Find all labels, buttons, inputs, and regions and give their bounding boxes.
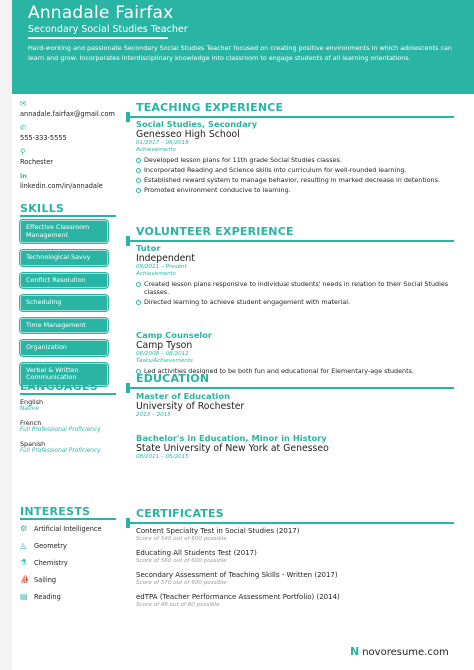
linkedin-icon: in — [20, 172, 27, 180]
page-margin-strip — [0, 0, 12, 670]
languages-list — [20, 398, 120, 461]
teaching-divider — [126, 116, 454, 118]
volunteer-entry — [136, 243, 454, 306]
job-bullet: Promoted environment conducive to learning. — [136, 186, 454, 194]
contact-email[interactable] — [20, 100, 120, 124]
certificate-item — [136, 549, 454, 565]
education-heading: EDUCATION — [136, 372, 210, 385]
skill-tag: Scheduling — [20, 295, 108, 311]
school-name: State University of New York at Genesseo — [136, 443, 329, 454]
job-title: Social Studies, Secondary — [136, 119, 258, 129]
education-entry — [136, 391, 454, 419]
certificates-heading: CERTIFICATES — [136, 507, 224, 520]
brand-text: novoresume.com — [362, 647, 449, 658]
job-employer: Genesseo High School — [136, 129, 240, 140]
job-dates: 09/2011 – Present — [136, 264, 187, 270]
education-entry — [136, 433, 454, 461]
certificate-score: Score of 560 out of 600 possible — [136, 558, 227, 564]
interests-heading: INTERESTS — [20, 505, 91, 518]
job-employer: Camp Tyson — [136, 340, 193, 351]
volunteer-section — [136, 225, 454, 238]
language-name: French — [20, 419, 42, 427]
interest-label: Chemistry — [34, 559, 68, 567]
certificate-name: edTPA (Teacher Performance Assessment Portfolio) (2014) — [136, 593, 340, 601]
language-item — [20, 419, 120, 434]
interest-label: Artificial Intelligence — [34, 525, 102, 533]
chemistry-icon: ⚗ — [20, 558, 28, 567]
interest-item — [20, 592, 120, 609]
certificate-item — [136, 593, 454, 609]
contact-linkedin[interactable] — [20, 172, 120, 196]
interest-item — [20, 558, 120, 575]
interest-item — [20, 541, 120, 558]
contact-email-text: annadale.fairfax@gmail.com — [20, 110, 115, 118]
contact-location — [20, 148, 120, 172]
skill-tag: Conflict Resolution — [20, 273, 108, 289]
job-bullet: Established reward system to manage behavior, resulting in marked decrease in detentions. — [136, 176, 454, 184]
skill-tag: Technological Savvy — [20, 250, 108, 266]
school-name: University of Rochester — [136, 401, 245, 412]
interest-label: Sailing — [34, 576, 57, 584]
job-bullet: Created lesson plans responsive to individual students' needs in relation to their Social Studies classes. — [136, 280, 454, 296]
skills-divider — [20, 215, 116, 217]
language-name: English — [20, 398, 44, 406]
job-subheading: Tasks/Achievements — [136, 358, 193, 364]
job-bullet: Led activities designed to be both fun and educational for Elementary-age students. — [136, 367, 454, 375]
job-bullet: Developed lesson plans for 11th grade Social Studies classes. — [136, 156, 454, 164]
interest-item — [20, 524, 120, 541]
interests-list — [20, 524, 120, 609]
job-subheading: Achievements — [136, 271, 176, 277]
job-bullet: Directed learning to achieve student engagement with material. — [136, 298, 454, 306]
certificate-item — [136, 571, 454, 587]
phone-icon: ✆ — [20, 123, 27, 132]
language-level: Full Professional Proficiency — [20, 427, 101, 433]
skills-heading: SKILLS — [20, 202, 65, 215]
contact-phone[interactable] — [20, 124, 120, 148]
job-title: Tutor — [136, 243, 161, 253]
degree-title: Master of Education — [136, 391, 231, 401]
skill-tag: Organization — [20, 340, 108, 356]
skill-tag: Effective Classroom Management — [20, 220, 108, 243]
language-level: Full Professional Proficiency — [20, 448, 101, 454]
contact-location-text: Rochester — [20, 158, 53, 166]
header-divider — [28, 37, 168, 39]
degree-title: Bachelor's in Education, Minor in History — [136, 433, 327, 443]
skill-tag: Time Management — [20, 318, 108, 334]
interest-label: Reading — [34, 593, 61, 601]
ai-icon: ⚙ — [20, 524, 28, 533]
contact-block — [20, 100, 120, 196]
book-icon: ▤ — [20, 592, 28, 601]
certificates-section — [136, 507, 454, 520]
job-employer: Independent — [136, 253, 195, 264]
teaching-heading: TEACHING EXPERIENCE — [136, 101, 284, 114]
brand-footer[interactable] — [350, 645, 449, 658]
education-divider — [126, 387, 454, 389]
location-icon: ⚲ — [20, 147, 26, 156]
language-item — [20, 398, 120, 413]
certificate-score: Score of 540 out of 600 possible — [136, 536, 227, 542]
certificate-score: Score of 570 out of 600 possible — [136, 580, 227, 586]
sailing-icon: ⛵ — [20, 575, 30, 584]
volunteer-heading: VOLUNTEER EXPERIENCE — [136, 225, 294, 238]
skill-tag: Verbal & Written Communication — [20, 363, 108, 386]
teaching-section — [136, 101, 454, 114]
interest-item — [20, 575, 120, 592]
job-bullet: Incorporated Reading and Science skills into curriculum for well-rounded learning. — [136, 166, 454, 174]
certificate-score: Score of 48 out of 60 possible — [136, 602, 220, 608]
education-dates: 08/2011 – 05/2015 — [136, 454, 189, 460]
certificate-name: Content Specialty Test in Social Studies (2017) — [136, 527, 300, 535]
interest-label: Geometry — [34, 542, 67, 550]
geometry-icon: ◬ — [20, 541, 27, 550]
certificate-name: Educating All Students Test (2017) — [136, 549, 257, 557]
languages-divider — [20, 393, 116, 395]
job-title: Camp Counselor — [136, 330, 212, 340]
education-dates: 2013 – 2015 — [136, 412, 171, 418]
job-dates: 01/2017 – 06/2018 — [136, 140, 189, 146]
volunteer-divider — [126, 240, 454, 242]
interests-divider — [20, 518, 116, 520]
job-subheading: Achievements — [136, 147, 176, 153]
languages-heading: LANGUAGES — [20, 380, 99, 393]
volunteer-entry — [136, 330, 454, 375]
language-level: Native — [20, 406, 39, 412]
contact-phone-text: 555-333-5555 — [20, 134, 67, 142]
certificate-item — [136, 527, 454, 543]
candidate-role: Secondary Social Studies Teacher — [28, 24, 188, 35]
teaching-entry — [136, 119, 454, 194]
contact-linkedin-text: linkedin.com/in/annadale — [20, 182, 103, 190]
profile-summary: Hard-working and passionate Secondary Social Studies Teacher focused on creating positive environments in which adolescents can learn and grow. Incorporates interdisciplinary knowledge into classroom to engage students of all learning orientations. — [28, 44, 452, 62]
certificate-name: Secondary Assessment of Teaching Skills - Written (2017) — [136, 571, 338, 579]
job-dates: 06/2008 – 08/2012 — [136, 351, 189, 357]
education-section — [136, 372, 454, 385]
candidate-name: Annadale Fairfax — [28, 3, 174, 23]
certificates-divider — [126, 522, 454, 524]
skills-list — [20, 220, 116, 393]
language-name: Spanish — [20, 440, 46, 448]
email-icon: ✉ — [20, 99, 27, 108]
language-item — [20, 440, 120, 455]
novoresume-logo-icon: N — [350, 645, 360, 658]
resume-header — [12, 0, 474, 94]
